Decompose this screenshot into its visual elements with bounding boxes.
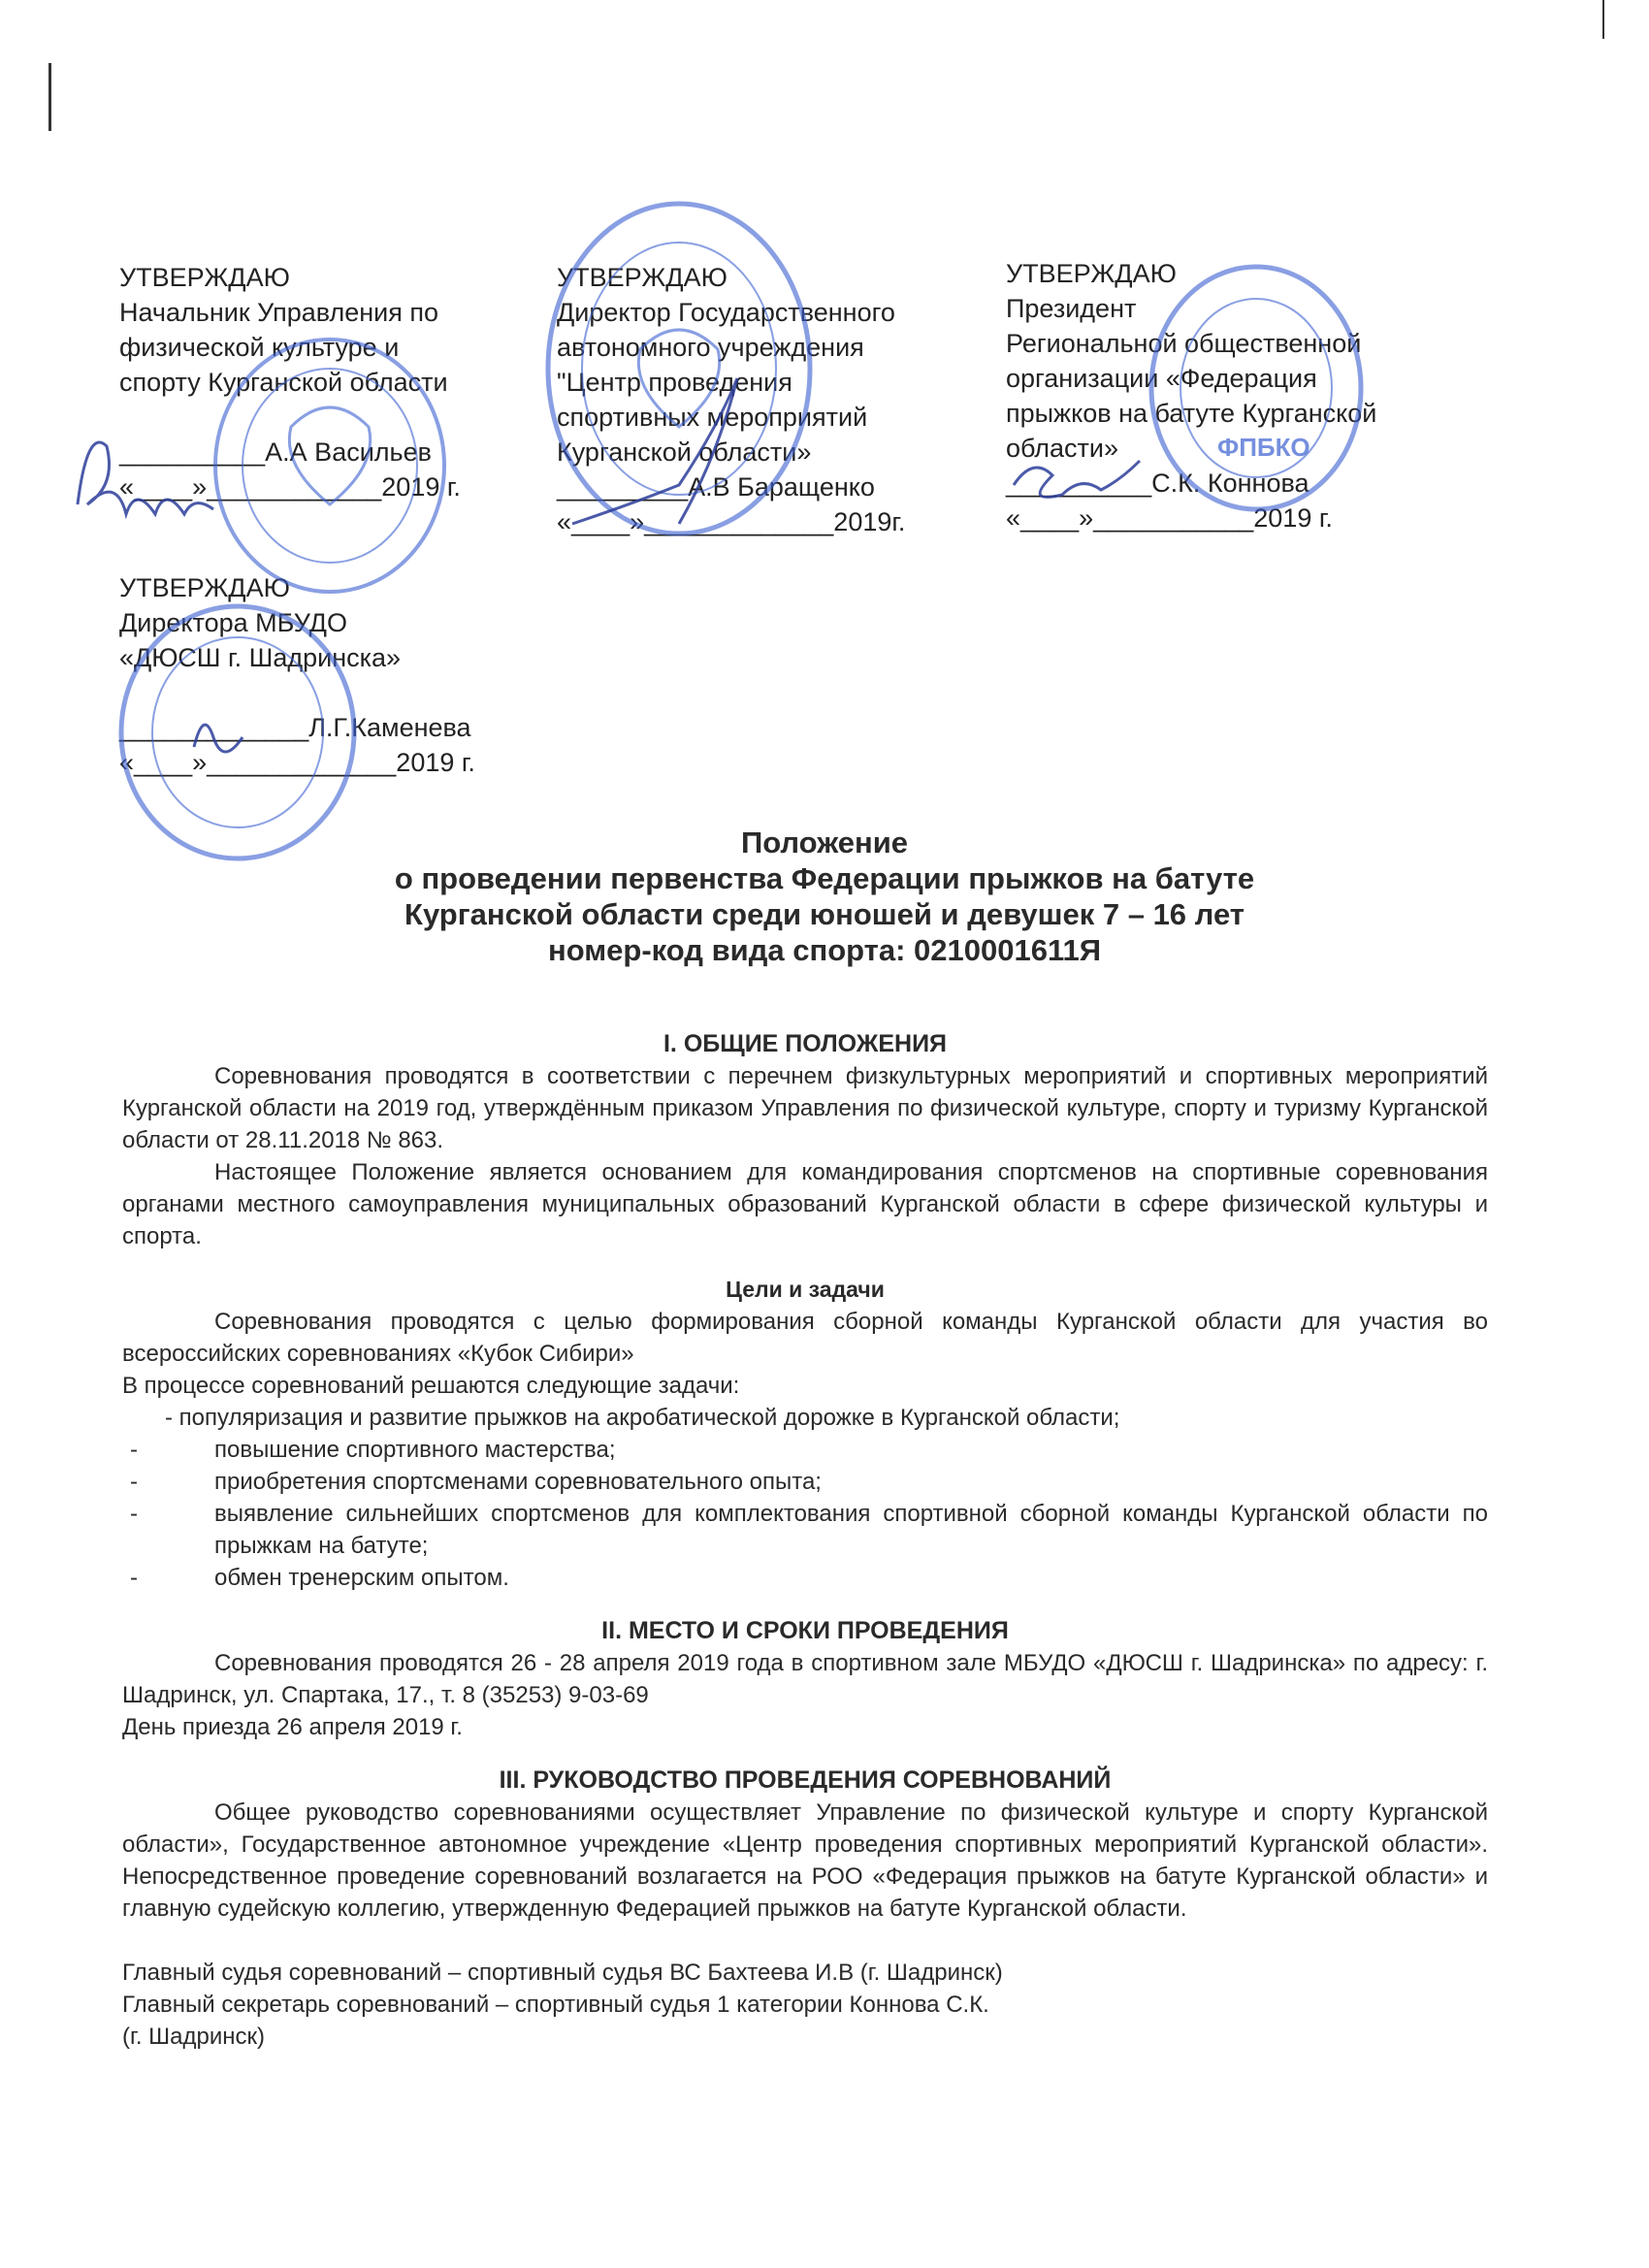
title-line: Курганской области среди юношей и девушек 7 – 16 лет: [404, 897, 1245, 931]
section-heading: III. РУКОВОДСТВО ПРОВЕДЕНИЯ СОРЕВНОВАНИЙ: [499, 1766, 1112, 1794]
approval-date: «____»_____________2019 г.: [119, 748, 475, 777]
approval-signer: __________А.А Васильев: [119, 437, 432, 467]
approval-line: "Центр проведения: [557, 368, 792, 397]
list-item-text: выявление сильнейших спортсменов для комплектования спортивной сборной команды Курганской области по прыжкам на батуте;: [214, 1501, 1488, 1559]
approval-line: автономного учреждения: [557, 333, 864, 362]
list-item-text: повышение спортивного мастерства;: [214, 1437, 616, 1463]
approval-heading: УТВЕРЖДАЮ: [1006, 259, 1177, 288]
scan-mark: [48, 63, 51, 131]
approval-date: «____»____________2019 г.: [119, 472, 461, 502]
list-item-text: приобретения спортсменами соревновательного опыта;: [214, 1469, 822, 1495]
list-item-text: обмен тренерским опытом.: [214, 1565, 509, 1591]
section-heading: I. ОБЩИЕ ПОЛОЖЕНИЯ: [663, 1030, 948, 1057]
document-body: [122, 1028, 1488, 2053]
approval-signer: __________С.К. Коннова: [1006, 469, 1310, 498]
approval-line: физической культуре и: [119, 333, 400, 362]
approval-line: «ДЮСШ г. Шадринска»: [119, 643, 402, 672]
paragraph: Главный судья соревнований – спортивный судья ВС Бахтеева И.В (г. Шадринск): [122, 1960, 1003, 1986]
approval-line: спортивных мероприятий: [557, 403, 868, 432]
stamp-text: ФПБКО: [1217, 433, 1310, 462]
section-heading: Цели и задачи: [726, 1277, 885, 1302]
paragraph: Соревнования проводятся в соответствии с перечнем физкультурных мероприятий и спортивных мероприятий Курганской области на 2019 год, утверждённым приказом Управления по физической культуре, спорту и туризму Курганской области от 28.11.2018 № 863.: [122, 1063, 1488, 1153]
list-item: - обмен тренерским опытом.: [122, 1562, 1488, 1594]
paragraph: День приезда 26 апреля 2019 г.: [122, 1714, 463, 1740]
approval-block-1: [119, 260, 461, 504]
paragraph: (г. Шадринск): [122, 2024, 265, 2050]
approval-line: прыжков на батуте Курганской: [1006, 399, 1377, 428]
approval-signer: _________А.В Баращенко: [557, 472, 875, 502]
section-heading: II. МЕСТО И СРОКИ ПРОВЕДЕНИЯ: [601, 1617, 1009, 1644]
title-line: о проведении первенства Федерации прыжков на батуте: [394, 861, 1255, 895]
paragraph: Соревнования проводятся 26 - 28 апреля 2019 года в спортивном зале МБУДО «ДЮСШ г. Шадринска» по адресу: г. Шадринск, ул. Спартака, 17., т. 8 (35253) 9-03-69: [122, 1650, 1488, 1708]
approval-line: Начальник Управления по: [119, 298, 438, 327]
list-item: - популяризация и развитие прыжков на акробатической дорожке в Курганской области;: [165, 1405, 1120, 1431]
paragraph: Настоящее Положение является основанием для командирования спортсменов на спортивные соревнования органами местного самоуправления муниципальных образований Курганской области в сфере физической культуры и спорта.: [122, 1159, 1488, 1249]
approval-heading: УТВЕРЖДАЮ: [557, 263, 728, 292]
approval-line: спорту Курганской области: [119, 368, 448, 397]
title-line: Положение: [740, 826, 909, 859]
approval-line: области»: [1006, 434, 1119, 463]
approval-line: Президент: [1006, 294, 1137, 323]
paragraph: В процессе соревнований решаются следующие задачи:: [122, 1373, 740, 1399]
approval-line: организации «Федерация: [1006, 364, 1317, 393]
approval-date: «____»_____________2019г.: [557, 507, 906, 536]
approval-block-3: [1006, 256, 1376, 535]
approval-heading: УТВЕРЖДАЮ: [119, 573, 290, 602]
approval-date: «____»___________2019 г.: [1006, 503, 1333, 533]
document-title: [0, 825, 1649, 968]
scan-mark: [1602, 0, 1604, 39]
title-line: номер-код вида спорта: 0210001611Я: [547, 933, 1102, 967]
list-item: - повышение спортивного мастерства;: [122, 1434, 1488, 1466]
approval-block-2: [557, 260, 905, 539]
approval-signer: _____________Л.Г.Каменева: [119, 713, 471, 742]
approval-line: Директор Государственного: [557, 298, 895, 327]
approval-line: Курганской области»: [557, 437, 812, 467]
paragraph: Общее руководство соревнованиями осуществляет Управление по физической культуре и спорту Курганской области», Государственное автономное учреждение «Центр проведения спортивных мероприятий Курганской области». Непосредственное проведение соревнований возлагается на РОО «Федерация прыжков на батуте Курганской области» и главную судейскую коллегию, утвержденную Федерацией прыжков на батуте Курганской области.: [122, 1799, 1488, 1922]
approval-line: Директора МБУДО: [119, 608, 347, 637]
approval-heading: УТВЕРЖДАЮ: [119, 263, 290, 292]
approval-block-4: [119, 570, 475, 780]
paragraph: Соревнования проводятся с целью формирования сборной команды Курганской области для участия во всероссийских соревнованиях «Кубок Сибири»: [122, 1309, 1488, 1367]
approval-line: Региональной общественной: [1006, 329, 1362, 358]
paragraph: Главный секретарь соревнований – спортивный судья 1 категории Коннова С.К.: [122, 1992, 989, 2018]
list-item: - выявление сильнейших спортсменов для комплектования спортивной сборной команды Курганской области по прыжкам на батуте;: [122, 1498, 1488, 1562]
list-item: - приобретения спортсменами соревновательного опыта;: [122, 1466, 1488, 1498]
